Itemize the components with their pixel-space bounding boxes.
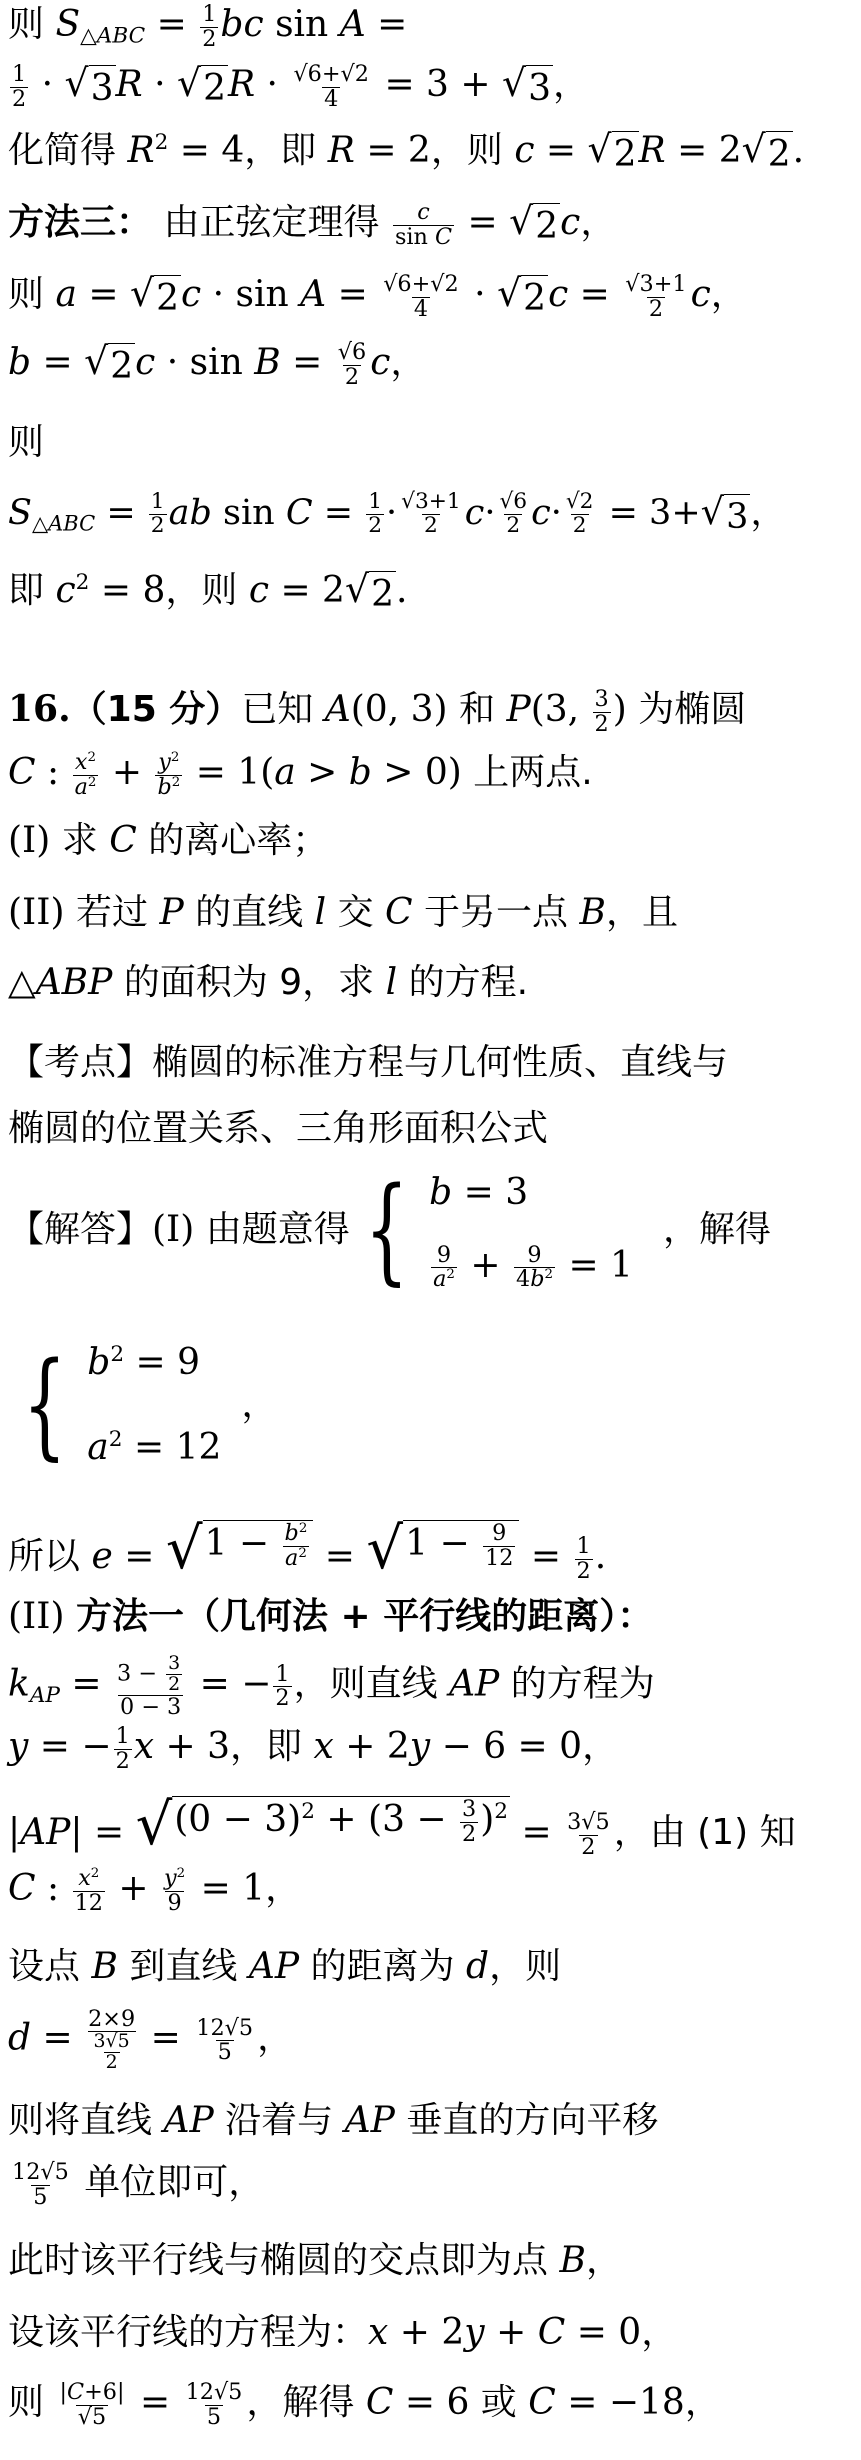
kaodian-line-1: 【考点】椭圆的标准方程与几何性质、直线与 bbox=[8, 1042, 729, 1083]
question-part-1: (I) 求 C 的离心率； bbox=[8, 820, 329, 861]
c-value-line: 即 $c^2 = 8$，则 c = 2 √ 2 . bbox=[8, 568, 847, 619]
final-solution-line: 则 $\frac{|C+6|}{√5}$ = $\frac{12√5}{5}$ ，解得 C = 6 或 C = −18， bbox=[8, 2379, 721, 2430]
equation-system-2: { $b^2 = 9$ $a^2 = 12$ bbox=[22, 1338, 222, 1473]
method-one-title: 方法一（几何法 + 平行线的距离）： bbox=[75, 1596, 654, 1637]
math: $S_{\triangle ABC}$ = $\frac{1}{2}$ bc sin A = bbox=[55, 1, 408, 52]
question-score: （15 分） bbox=[70, 689, 242, 730]
simplify-line: 化简得 $R^2 = 4$，即 R = 2，则 c = √ 2 R = 2 √ 2 . bbox=[8, 128, 847, 179]
a-value-line: 则 a = √ 2 c · sin A = $\frac{√6+√2}{4}$ · √ 2 c = $\frac{√3+1}{2}$ c， bbox=[8, 271, 747, 322]
question-number: 16. bbox=[8, 688, 71, 730]
then-line: 则 bbox=[8, 422, 45, 463]
distance-intro-line: 设点 B 到直线 AP 的距离为 d，则 bbox=[8, 1946, 562, 1987]
ellipse-result-line: C : $\frac{x^2}{12}$ + $\frac{y^2}{9}$ = 1， bbox=[8, 1865, 302, 1916]
method-three-title: 方法三： bbox=[8, 202, 153, 243]
b-value-line: b = √ 2 c · sin B = $\frac{√6}{2}$ c， bbox=[8, 339, 427, 390]
method-three-line: 方法三： 由正弦定理得 $\frac{c}{\text{sin C}}$ = √ 2 c， bbox=[8, 199, 617, 250]
distance-value-line: d = $\frac{2\times 9}{\frac{3√5}{2}}$ = $\frac{12√5}{5}$ ， bbox=[8, 2006, 294, 2074]
kaodian-line-2: 椭圆的位置关系、三角形面积公式 bbox=[8, 1108, 549, 1149]
jieda-label: 【解答】 bbox=[8, 1209, 153, 1251]
line-ap-equation: y = − $\frac{1}{2}$ x + 3，即 x + 2y − 6 = 0， bbox=[8, 1723, 619, 1774]
eccentricity-line: 所以 e = √ 1 − $\frac{b^2}{a^2}$ = √ 1 − $\frac{9}{12}$ = $\frac{1}{2}$ . bbox=[8, 1515, 607, 1584]
ellipse-equation-line: C : $\frac{x^2}{a^2}$ + $\frac{y^2}{b^2}$ = 1(a > b > 0) 上两点. bbox=[8, 749, 593, 800]
ap-length-line: |AP| = √ $(0 - 3)^2 + (3$ − $\frac{3}{2}$ )$^2$ = $\frac{3√5}{2}$ ，由 (1) 知 bbox=[8, 1791, 796, 1860]
question-part-2-line-2: △ABP 的面积为 9，求 l 的方程. bbox=[8, 962, 529, 1003]
method-one-line: (II) 方法一（几何法 + 平行线的距离）： bbox=[8, 1596, 654, 1637]
question-16-header: 16.（15 分）已知 A(0, 3) 和 P(3, $\frac{3}{2}$ ) 为椭圆 bbox=[8, 686, 747, 737]
equation-system-1: { b = 3 $\frac{9}{a^2}$ + $\frac{9}{4b^2}$ = 1 bbox=[364, 1163, 633, 1298]
area-calc-line: $\frac{1}{2}$ · √ 3 R · √ 2 R · $\frac{√6+√2}{4}$ = 3 + √ 3 ， bbox=[8, 62, 847, 113]
math: $\frac{1}{2}$ · √ 3 R · √ 2 R · $\frac{√6+√2}{4}$ bbox=[12, 61, 369, 112]
area-method3-line: $S_{\triangle ABC}$ = $\frac{1}{2}$ ab sin C = $\frac{1}{2}$ · $\frac{√3+1}{2}$ c· $\frac{√6}{2}$ c· $\frac{√2}{2}$ = 3+ √ 3 ， bbox=[8, 490, 847, 541]
question-part-2-line-1: (II) 若过 P 的直线 l 交 C 于另一点 B，且 bbox=[8, 892, 678, 933]
solution-system-2-line: { $b^2 = 9$ $a^2 = 12$ ， bbox=[8, 1340, 847, 1472]
translate-unit-line: $\frac{12√5}{5}$ 单位即可， bbox=[12, 2159, 265, 2210]
intersection-line: 此时该平行线与椭圆的交点即为点 B， bbox=[8, 2240, 622, 2281]
solution-part-1: 【解答】 (I) 由题意得 { b = 3 $\frac{9}{a^2}$ + $\frac{9}{4b^2}$ = 1 ，解得 bbox=[8, 1163, 771, 1298]
translate-line: 则将直线 AP 沿着与 AP 垂直的方向平移 bbox=[8, 2100, 659, 2141]
parallel-line-equation: 设该平行线的方程为：x + 2y + C = 0， bbox=[8, 2312, 678, 2353]
kaodian-label: 【考点】 bbox=[8, 1042, 153, 1083]
area-formula-line: 则 $S_{\triangle ABC}$ = $\frac{1}{2}$ bc sin A = bbox=[8, 1, 408, 52]
slope-line: $k_{AP}$ = 3 − $\frac{3}{2}$ 0 − 3 = − $\frac{1}{2}$ ，则直线 AP 的方程为 bbox=[8, 1652, 655, 1720]
